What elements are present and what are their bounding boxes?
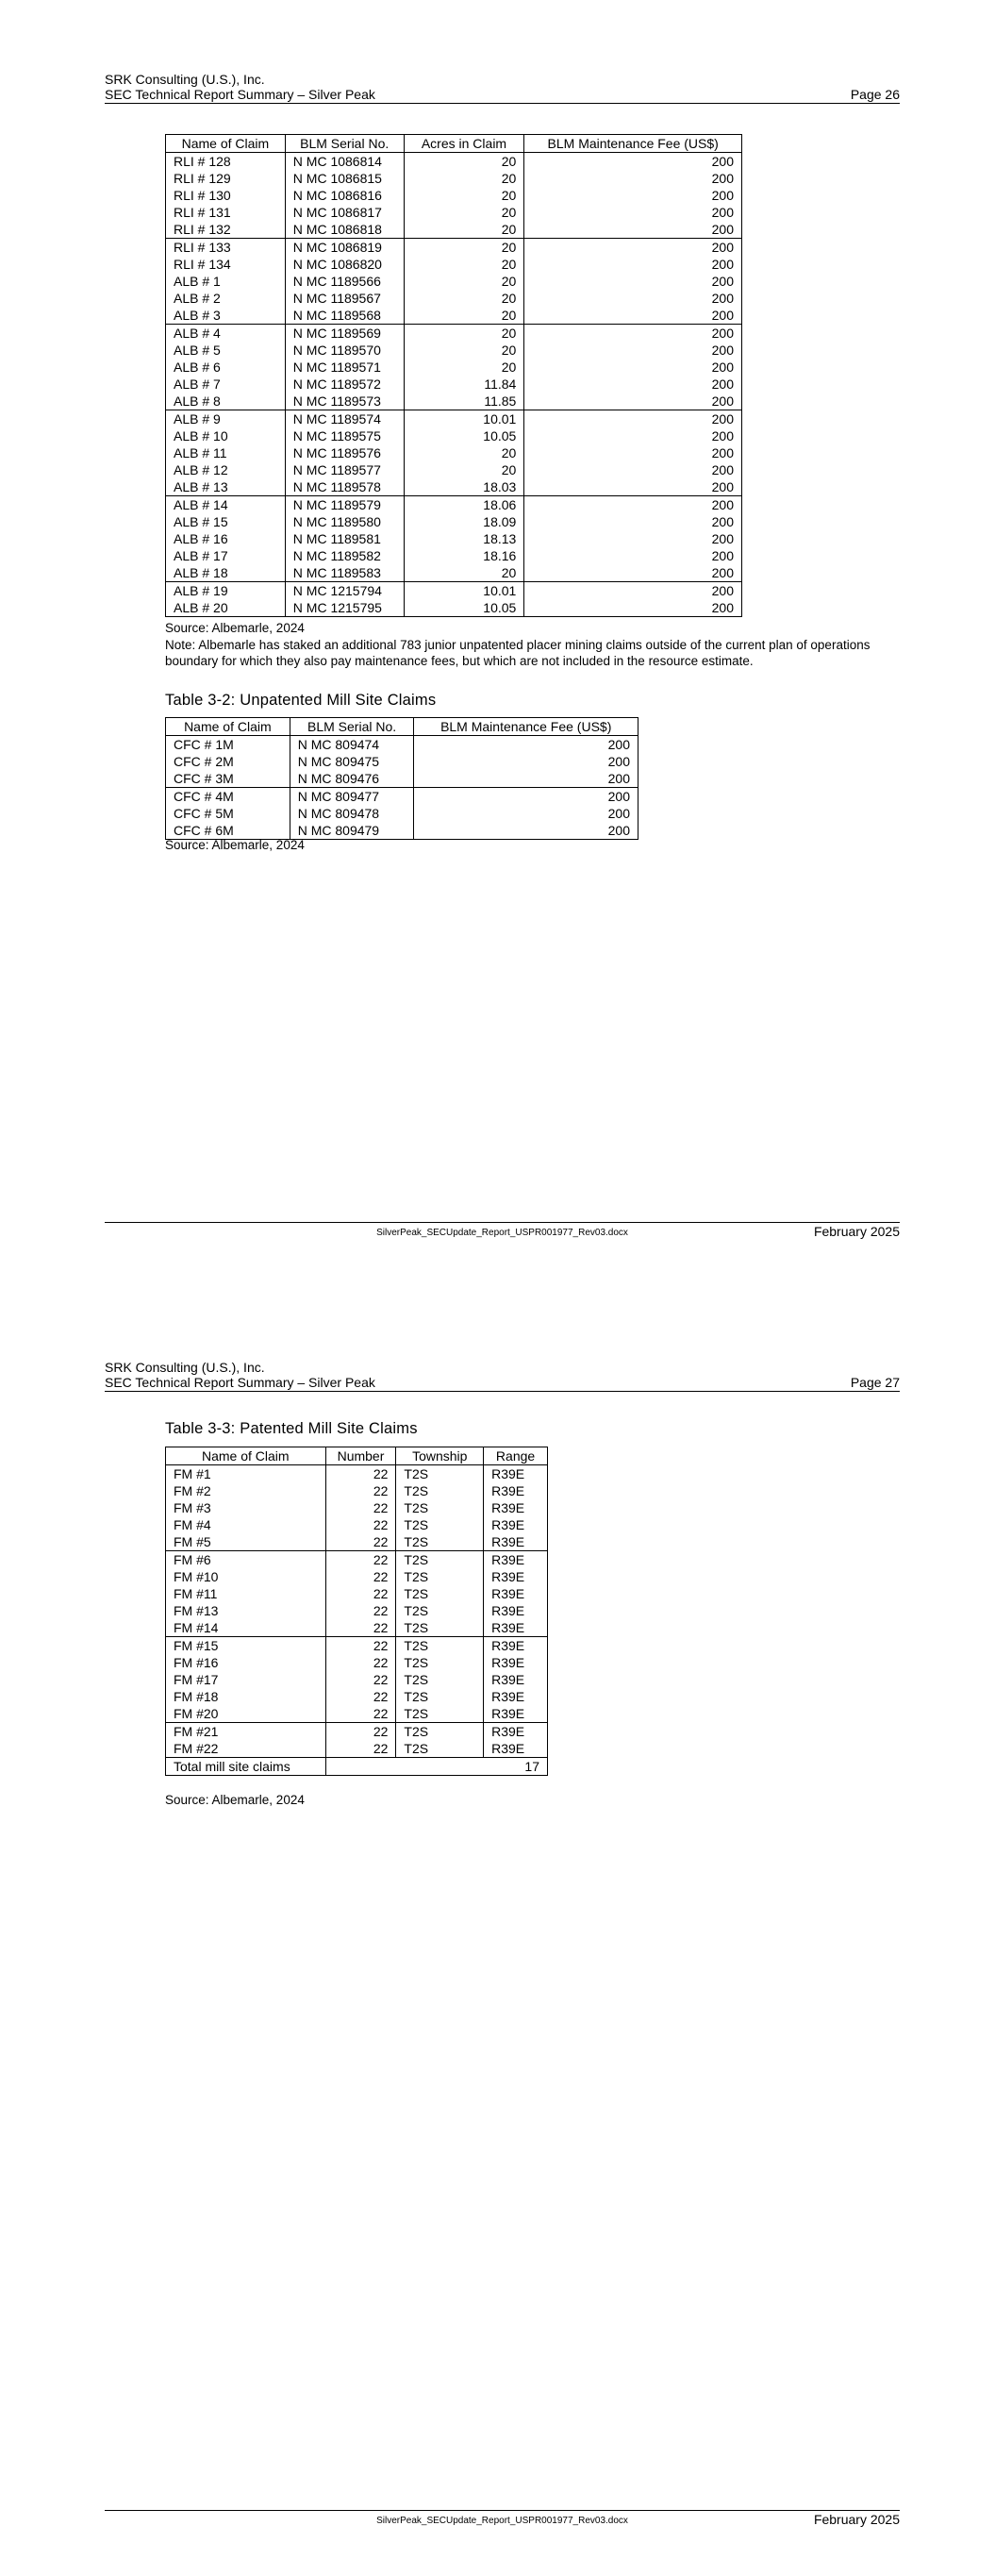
- table-cell: 20: [404, 290, 524, 307]
- table-cell: R39E: [484, 1568, 548, 1585]
- table-row: [166, 736, 638, 754]
- table-cell: ALB # 12: [166, 461, 286, 478]
- table-cell: 200: [524, 530, 742, 547]
- table-row: [166, 1568, 548, 1585]
- table-cell: ALB # 15: [166, 513, 286, 530]
- table-row: [166, 239, 742, 257]
- table-cell: FM #20: [166, 1705, 326, 1723]
- table-cell: 18.09: [404, 513, 524, 530]
- table-cell: 200: [524, 359, 742, 376]
- table-cell: 20: [404, 359, 524, 376]
- table-cell: 22: [325, 1654, 396, 1671]
- table-cell: N MC 1086820: [285, 256, 404, 273]
- table-row: [166, 582, 742, 600]
- table-cell: FM #6: [166, 1551, 326, 1569]
- table-cell: R39E: [484, 1482, 548, 1499]
- col-header-range: Range: [484, 1447, 548, 1465]
- page-number: Page 27: [850, 1375, 900, 1390]
- table-cell: CFC # 6M: [166, 822, 290, 840]
- table-cell: T2S: [396, 1602, 484, 1619]
- table-row: [166, 1654, 548, 1671]
- table-row: [166, 1533, 548, 1551]
- table-cell: 20: [404, 170, 524, 187]
- table-cell: T2S: [396, 1465, 484, 1483]
- page-footer: [105, 2510, 900, 2530]
- table-row: [166, 393, 742, 410]
- table-cell: 20: [404, 342, 524, 359]
- table-cell: 22: [325, 1482, 396, 1499]
- table-cell: 22: [325, 1671, 396, 1688]
- table-cell: ALB # 11: [166, 444, 286, 461]
- table-cell: 22: [325, 1533, 396, 1551]
- unpatented-mill-site-table: [165, 717, 638, 840]
- table-cell: 18.06: [404, 496, 524, 514]
- table-cell: FM #21: [166, 1723, 326, 1741]
- table-cell: 200: [524, 410, 742, 428]
- table-row: [166, 307, 742, 325]
- table-cell: 10.01: [404, 582, 524, 600]
- table-cell: T2S: [396, 1585, 484, 1602]
- table-cell: 11.85: [404, 393, 524, 410]
- table-cell: 11.84: [404, 376, 524, 393]
- table-cell: RLI # 130: [166, 187, 286, 204]
- table-cell: ALB # 20: [166, 599, 286, 617]
- table-cell: 200: [524, 273, 742, 290]
- total-value: 17: [325, 1758, 547, 1776]
- table-row: [166, 1671, 548, 1688]
- table-row: [166, 325, 742, 343]
- table-cell: N MC 809475: [290, 753, 414, 770]
- table-row: [166, 1740, 548, 1758]
- table-cell: ALB # 2: [166, 290, 286, 307]
- table-cell: RLI # 128: [166, 153, 286, 171]
- table-row: [166, 221, 742, 239]
- table-cell: 200: [524, 187, 742, 204]
- table-cell: ALB # 3: [166, 307, 286, 325]
- table-row: [166, 1688, 548, 1705]
- col-header-fee: BLM Maintenance Fee (US$): [524, 135, 742, 153]
- header-report-title: SEC Technical Report Summary – Silver Peak: [105, 87, 375, 102]
- table-cell: FM #13: [166, 1602, 326, 1619]
- page-27: [0, 1288, 995, 2576]
- table-cell: 200: [524, 564, 742, 582]
- table-cell: ALB # 1: [166, 273, 286, 290]
- table-cell: 200: [524, 478, 742, 496]
- table-row: [166, 461, 742, 478]
- table-cell: 200: [524, 256, 742, 273]
- table-cell: 18.03: [404, 478, 524, 496]
- table-cell: 20: [404, 221, 524, 239]
- table-cell: ALB # 13: [166, 478, 286, 496]
- table-cell: 20: [404, 325, 524, 343]
- col-header-township: Township: [396, 1447, 484, 1465]
- table-cell: 200: [524, 496, 742, 514]
- table-cell: FM #5: [166, 1533, 326, 1551]
- footer-date: February 2025: [813, 1224, 900, 1239]
- table-cell: T2S: [396, 1516, 484, 1533]
- table-cell: 200: [524, 239, 742, 257]
- table-cell: 200: [524, 153, 742, 171]
- table-cell: ALB # 4: [166, 325, 286, 343]
- table-cell: T2S: [396, 1688, 484, 1705]
- table1-source: Source: Albemarle, 2024: [165, 621, 305, 635]
- table-cell: RLI # 133: [166, 239, 286, 257]
- table-cell: R39E: [484, 1516, 548, 1533]
- table-cell: ALB # 5: [166, 342, 286, 359]
- table-row: [166, 1723, 548, 1741]
- page-header: [105, 1360, 900, 1392]
- table-cell: R39E: [484, 1654, 548, 1671]
- table-row: [166, 788, 638, 806]
- table-cell: 10.05: [404, 427, 524, 444]
- page-footer: [105, 1222, 900, 1242]
- table-cell: FM #2: [166, 1482, 326, 1499]
- table-row: [166, 1482, 548, 1499]
- table-cell: N MC 1086818: [285, 221, 404, 239]
- table-row: [166, 1516, 548, 1533]
- table-cell: T2S: [396, 1740, 484, 1758]
- table-cell: R39E: [484, 1688, 548, 1705]
- total-row: [166, 1758, 548, 1776]
- table-cell: N MC 1189571: [285, 359, 404, 376]
- table-cell: N MC 1215795: [285, 599, 404, 617]
- col-header-acres: Acres in Claim: [404, 135, 524, 153]
- table-cell: ALB # 7: [166, 376, 286, 393]
- table-cell: T2S: [396, 1723, 484, 1741]
- table-row: [166, 1585, 548, 1602]
- table-cell: T2S: [396, 1482, 484, 1499]
- table-cell: ALB # 10: [166, 427, 286, 444]
- table-cell: N MC 1215794: [285, 582, 404, 600]
- table-cell: N MC 809479: [290, 822, 414, 840]
- table-cell: 200: [524, 290, 742, 307]
- table-cell: 20: [404, 187, 524, 204]
- table-cell: 22: [325, 1551, 396, 1569]
- table-cell: R39E: [484, 1705, 548, 1723]
- col-header-serial: BLM Serial No.: [290, 718, 414, 736]
- table-row: [166, 599, 742, 617]
- table-cell: RLI # 134: [166, 256, 286, 273]
- table-cell: T2S: [396, 1551, 484, 1569]
- table-row: [166, 564, 742, 582]
- table-cell: R39E: [484, 1637, 548, 1655]
- table-cell: N MC 1086814: [285, 153, 404, 171]
- table-cell: 18.13: [404, 530, 524, 547]
- table-cell: FM #17: [166, 1671, 326, 1688]
- table-row: [166, 444, 742, 461]
- table-cell: T2S: [396, 1499, 484, 1516]
- table-cell: FM #18: [166, 1688, 326, 1705]
- table-row: [166, 410, 742, 428]
- header-company: SRK Consulting (U.S.), Inc.: [105, 1360, 265, 1375]
- table-header-row: [166, 1447, 548, 1465]
- table-cell: R39E: [484, 1465, 548, 1483]
- table-cell: FM #1: [166, 1465, 326, 1483]
- col-header-name: Name of Claim: [166, 1447, 326, 1465]
- table-cell: 20: [404, 153, 524, 171]
- table-cell: 22: [325, 1723, 396, 1741]
- table-cell: 200: [524, 444, 742, 461]
- table-header-row: [166, 718, 638, 736]
- table-cell: N MC 1189566: [285, 273, 404, 290]
- table-cell: R39E: [484, 1499, 548, 1516]
- table2-source: Source: Albemarle, 2024: [165, 838, 305, 852]
- table-cell: 200: [524, 547, 742, 564]
- table-row: [166, 1499, 548, 1516]
- table3-caption: Table 3-3: Patented Mill Site Claims: [165, 1420, 418, 1437]
- table-cell: FM #10: [166, 1568, 326, 1585]
- table-row: [166, 1602, 548, 1619]
- table-cell: N MC 1189574: [285, 410, 404, 428]
- table-cell: N MC 1189577: [285, 461, 404, 478]
- table-cell: 200: [414, 822, 638, 840]
- table-cell: 22: [325, 1499, 396, 1516]
- table-cell: T2S: [396, 1619, 484, 1637]
- table-cell: 22: [325, 1516, 396, 1533]
- table-cell: N MC 1086817: [285, 204, 404, 221]
- table-cell: 200: [524, 376, 742, 393]
- table-cell: T2S: [396, 1654, 484, 1671]
- table-cell: R39E: [484, 1602, 548, 1619]
- table-cell: N MC 1086815: [285, 170, 404, 187]
- table-header-row: [166, 135, 742, 153]
- table-row: [166, 204, 742, 221]
- table-cell: N MC 1086819: [285, 239, 404, 257]
- table-cell: FM #4: [166, 1516, 326, 1533]
- table-cell: FM #3: [166, 1499, 326, 1516]
- table-cell: ALB # 6: [166, 359, 286, 376]
- table-cell: 10.05: [404, 599, 524, 617]
- header-company: SRK Consulting (U.S.), Inc.: [105, 72, 265, 87]
- page-number: Page 26: [850, 87, 900, 102]
- table-cell: RLI # 129: [166, 170, 286, 187]
- table-cell: ALB # 18: [166, 564, 286, 582]
- table-cell: 22: [325, 1585, 396, 1602]
- table-cell: 200: [414, 753, 638, 770]
- table-cell: 200: [524, 513, 742, 530]
- footer-filename: SilverPeak_SECUpdate_Report_USPR001977_Rev03.docx: [376, 1228, 628, 1238]
- page-header: [105, 72, 900, 104]
- table-cell: 20: [404, 444, 524, 461]
- col-header-number: Number: [325, 1447, 396, 1465]
- table-cell: N MC 1189572: [285, 376, 404, 393]
- table-cell: RLI # 132: [166, 221, 286, 239]
- total-label: Total mill site claims: [166, 1758, 326, 1776]
- table-cell: N MC 1189580: [285, 513, 404, 530]
- table-cell: 22: [325, 1619, 396, 1637]
- header-report-title: SEC Technical Report Summary – Silver Peak: [105, 1375, 375, 1390]
- table-cell: 10.01: [404, 410, 524, 428]
- table-cell: 22: [325, 1465, 396, 1483]
- table-row: [166, 478, 742, 496]
- table-cell: 200: [414, 788, 638, 806]
- table-cell: 22: [325, 1688, 396, 1705]
- table-cell: 20: [404, 307, 524, 325]
- table-row: [166, 376, 742, 393]
- table-cell: FM #11: [166, 1585, 326, 1602]
- table-cell: R39E: [484, 1740, 548, 1758]
- table-cell: 200: [524, 221, 742, 239]
- table-cell: N MC 1189579: [285, 496, 404, 514]
- table-cell: R39E: [484, 1585, 548, 1602]
- table-row: [166, 359, 742, 376]
- table-cell: N MC 1189575: [285, 427, 404, 444]
- col-header-serial: BLM Serial No.: [285, 135, 404, 153]
- table-cell: N MC 1189583: [285, 564, 404, 582]
- table-cell: R39E: [484, 1619, 548, 1637]
- table-cell: 200: [524, 170, 742, 187]
- table-cell: 200: [524, 325, 742, 343]
- table-row: [166, 753, 638, 770]
- table-cell: ALB # 8: [166, 393, 286, 410]
- col-header-name: Name of Claim: [166, 718, 290, 736]
- table-cell: CFC # 1M: [166, 736, 290, 754]
- table-row: [166, 1705, 548, 1723]
- table-cell: R39E: [484, 1551, 548, 1569]
- table-cell: N MC 1189569: [285, 325, 404, 343]
- table-row: [166, 342, 742, 359]
- table-cell: CFC # 2M: [166, 753, 290, 770]
- table-cell: N MC 1189581: [285, 530, 404, 547]
- table-cell: T2S: [396, 1533, 484, 1551]
- table-row: [166, 1551, 548, 1569]
- table-row: [166, 770, 638, 788]
- table-row: [166, 256, 742, 273]
- table-cell: 22: [325, 1568, 396, 1585]
- table-cell: ALB # 16: [166, 530, 286, 547]
- table-cell: N MC 1189568: [285, 307, 404, 325]
- table-cell: RLI # 131: [166, 204, 286, 221]
- table-cell: 22: [325, 1740, 396, 1758]
- table-cell: 20: [404, 204, 524, 221]
- table-cell: N MC 1189570: [285, 342, 404, 359]
- table-cell: FM #14: [166, 1619, 326, 1637]
- table-row: [166, 496, 742, 514]
- table-cell: FM #16: [166, 1654, 326, 1671]
- table-cell: 200: [524, 342, 742, 359]
- table-cell: N MC 1189573: [285, 393, 404, 410]
- footer-filename: SilverPeak_SECUpdate_Report_USPR001977_Rev03.docx: [376, 2516, 628, 2526]
- table-cell: 200: [524, 461, 742, 478]
- table-cell: 200: [414, 736, 638, 754]
- table-cell: 22: [325, 1602, 396, 1619]
- table3-source: Source: Albemarle, 2024: [165, 1793, 305, 1807]
- table-cell: N MC 1189576: [285, 444, 404, 461]
- table-cell: 200: [524, 393, 742, 410]
- table-cell: FM #15: [166, 1637, 326, 1655]
- table-row: [166, 530, 742, 547]
- table-cell: 20: [404, 273, 524, 290]
- table-cell: T2S: [396, 1705, 484, 1723]
- table-row: [166, 153, 742, 171]
- table-cell: ALB # 19: [166, 582, 286, 600]
- table2-caption: Table 3-2: Unpatented Mill Site Claims: [165, 692, 437, 709]
- table-cell: T2S: [396, 1637, 484, 1655]
- table-row: [166, 1637, 548, 1655]
- table-cell: CFC # 4M: [166, 788, 290, 806]
- table-row: [166, 170, 742, 187]
- table-cell: 20: [404, 256, 524, 273]
- table-row: [166, 805, 638, 822]
- table-cell: T2S: [396, 1568, 484, 1585]
- table-row: [166, 1619, 548, 1637]
- table-row: [166, 547, 742, 564]
- table-cell: 200: [414, 805, 638, 822]
- table-cell: N MC 809477: [290, 788, 414, 806]
- table-row: [166, 1465, 548, 1483]
- table-cell: R39E: [484, 1533, 548, 1551]
- table-cell: ALB # 17: [166, 547, 286, 564]
- col-header-fee: BLM Maintenance Fee (US$): [414, 718, 638, 736]
- table-cell: N MC 809476: [290, 770, 414, 788]
- table-row: [166, 513, 742, 530]
- table-cell: R39E: [484, 1723, 548, 1741]
- table1-note: Note: Albemarle has staked an additional 783 junior unpatented placer mining claims outside of the current plan of operations boundary for which they also pay maintenance fees, but which are not included in the resource estimate.: [165, 638, 871, 668]
- table-cell: N MC 1189582: [285, 547, 404, 564]
- mining-claims-table: [165, 134, 742, 617]
- table-row: [166, 822, 638, 840]
- table-cell: N MC 809474: [290, 736, 414, 754]
- table-cell: 200: [524, 582, 742, 600]
- table-cell: 20: [404, 239, 524, 257]
- table-cell: R39E: [484, 1671, 548, 1688]
- table-cell: T2S: [396, 1671, 484, 1688]
- table-row: [166, 427, 742, 444]
- table-cell: N MC 1189578: [285, 478, 404, 496]
- table-cell: N MC 1086816: [285, 187, 404, 204]
- footer-date: February 2025: [813, 2512, 900, 2527]
- table-cell: 200: [414, 770, 638, 788]
- table-cell: ALB # 9: [166, 410, 286, 428]
- table-row: [166, 273, 742, 290]
- col-header-name: Name of Claim: [166, 135, 286, 153]
- table-cell: 200: [524, 599, 742, 617]
- table-cell: CFC # 3M: [166, 770, 290, 788]
- table-cell: 20: [404, 461, 524, 478]
- table-cell: FM #22: [166, 1740, 326, 1758]
- table-cell: ALB # 14: [166, 496, 286, 514]
- table-cell: N MC 809478: [290, 805, 414, 822]
- table-cell: N MC 1189567: [285, 290, 404, 307]
- table-row: [166, 187, 742, 204]
- table-cell: 22: [325, 1705, 396, 1723]
- table-cell: CFC # 5M: [166, 805, 290, 822]
- table-row: [166, 290, 742, 307]
- table-cell: 20: [404, 564, 524, 582]
- patented-mill-site-table: [165, 1447, 548, 1776]
- table-cell: 22: [325, 1637, 396, 1655]
- table-cell: 200: [524, 427, 742, 444]
- table-cell: 200: [524, 204, 742, 221]
- table-cell: 200: [524, 307, 742, 325]
- table-cell: 18.16: [404, 547, 524, 564]
